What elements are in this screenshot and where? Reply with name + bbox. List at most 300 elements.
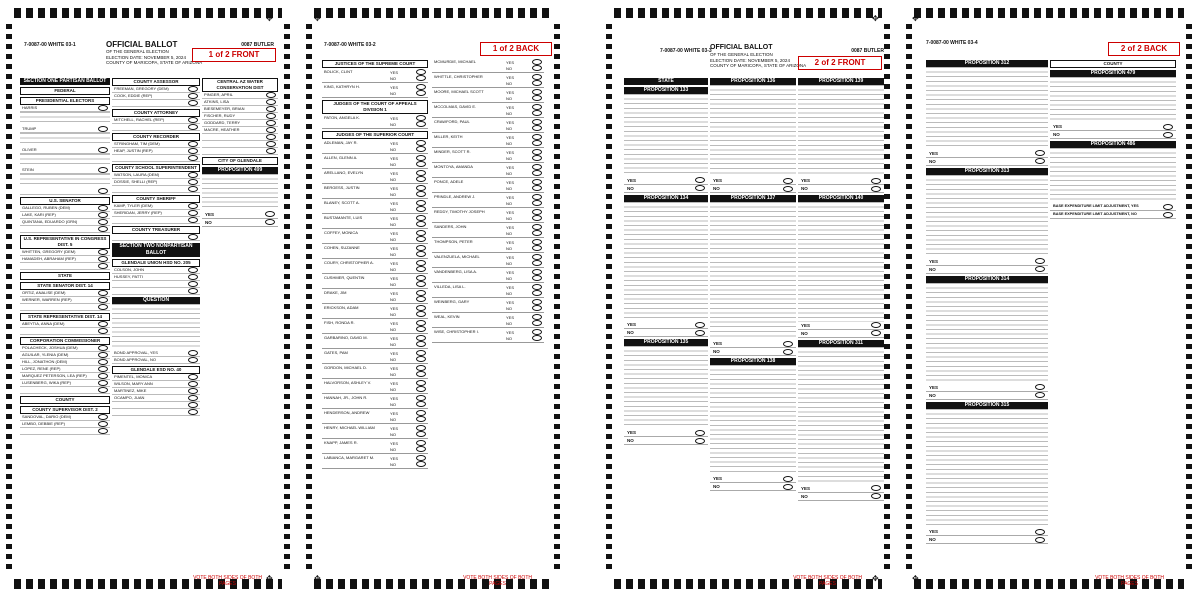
- choice-no[interactable]: [506, 155, 542, 161]
- vote-oval[interactable]: [416, 461, 426, 467]
- choice-label: YES: [390, 440, 399, 446]
- vote-oval[interactable]: [871, 330, 881, 336]
- vote-oval[interactable]: [188, 288, 198, 294]
- vote-oval[interactable]: [98, 126, 108, 132]
- choice-no[interactable]: [390, 416, 426, 422]
- vote-oval[interactable]: [416, 90, 426, 96]
- vote-oval[interactable]: [188, 350, 198, 356]
- vote-oval[interactable]: [416, 431, 426, 437]
- candidate-row[interactable]: [202, 120, 278, 127]
- choice-no[interactable]: [390, 161, 426, 167]
- vote-oval[interactable]: [1035, 537, 1045, 543]
- vote-oval[interactable]: [783, 178, 793, 184]
- vote-oval[interactable]: [416, 326, 426, 332]
- write-in-row[interactable]: [20, 226, 110, 233]
- vote-oval[interactable]: [98, 345, 108, 351]
- write-in-row[interactable]: [20, 304, 110, 311]
- candidate-row[interactable]: [20, 352, 110, 359]
- vote-oval[interactable]: [266, 92, 276, 98]
- choice-no[interactable]: [926, 158, 1048, 166]
- vote-oval[interactable]: [188, 203, 198, 209]
- choice-no[interactable]: [390, 401, 426, 407]
- candidate-row[interactable]: [20, 297, 110, 304]
- vote-oval[interactable]: [783, 476, 793, 482]
- vote-oval[interactable]: [783, 341, 793, 347]
- vote-oval[interactable]: [416, 266, 426, 272]
- vote-oval[interactable]: [532, 185, 542, 191]
- vote-oval[interactable]: [98, 263, 108, 269]
- choice-no[interactable]: [390, 446, 426, 452]
- choice-label: YES: [506, 179, 515, 185]
- vote-oval[interactable]: [188, 374, 198, 380]
- candidate-row[interactable]: [112, 395, 200, 402]
- choice-no[interactable]: [390, 326, 426, 332]
- choice-no[interactable]: [390, 75, 426, 81]
- vote-oval[interactable]: [98, 147, 108, 153]
- choice-no[interactable]: [390, 206, 426, 212]
- write-in-row[interactable]: [112, 409, 200, 416]
- vote-oval[interactable]: [98, 428, 108, 434]
- vote-oval[interactable]: [98, 380, 108, 386]
- choice-no[interactable]: [390, 176, 426, 182]
- choice-no[interactable]: [506, 245, 542, 251]
- measure-text: [624, 94, 708, 177]
- choice-no[interactable]: [390, 356, 426, 362]
- vote-oval[interactable]: [532, 110, 542, 116]
- candidate-row[interactable]: [20, 167, 110, 174]
- candidate-row[interactable]: [20, 126, 110, 133]
- vote-oval[interactable]: [98, 212, 108, 218]
- vote-oval[interactable]: [416, 386, 426, 392]
- vote-oval[interactable]: [188, 141, 198, 147]
- vote-oval[interactable]: [188, 210, 198, 216]
- choice-yes[interactable]: [624, 321, 708, 329]
- choice-yes[interactable]: [624, 429, 708, 437]
- candidate-row[interactable]: [20, 256, 110, 263]
- vote-oval[interactable]: [188, 93, 198, 99]
- choice-no[interactable]: [926, 536, 1048, 544]
- write-in-row[interactable]: [112, 124, 200, 131]
- candidate-row[interactable]: [20, 345, 110, 352]
- choice-yes[interactable]: [624, 177, 708, 185]
- choice-label: NO: [390, 191, 396, 197]
- candidate-row[interactable]: [112, 350, 200, 357]
- write-in-row[interactable]: [202, 134, 278, 141]
- choice-no[interactable]: [506, 170, 542, 176]
- candidate-row[interactable]: [112, 86, 200, 93]
- vote-oval[interactable]: [532, 65, 542, 71]
- vote-oval[interactable]: [188, 274, 198, 280]
- choice-yes[interactable]: [710, 177, 796, 185]
- candidate-row[interactable]: [20, 421, 110, 428]
- vote-oval[interactable]: [416, 311, 426, 317]
- timing-marks-top: [914, 8, 1184, 18]
- vote-oval[interactable]: [532, 140, 542, 146]
- choice-yes[interactable]: [710, 475, 796, 483]
- vote-oval[interactable]: [98, 105, 108, 111]
- vote-oval[interactable]: [532, 290, 542, 296]
- candidate-name: HEAP, JUSTIN (REP): [114, 148, 153, 153]
- vote-oval[interactable]: [416, 146, 426, 152]
- vote-oval[interactable]: [1035, 258, 1045, 264]
- vote-oval[interactable]: [532, 95, 542, 101]
- vote-oval[interactable]: [416, 176, 426, 182]
- vote-oval[interactable]: [1035, 266, 1045, 272]
- vote-oval[interactable]: [266, 141, 276, 147]
- retention-question: [322, 184, 428, 199]
- candidate-row[interactable]: [20, 414, 110, 421]
- write-in-row[interactable]: [112, 217, 200, 224]
- vote-oval[interactable]: [98, 290, 108, 296]
- candidate-row[interactable]: [112, 388, 200, 395]
- vote-oval[interactable]: [265, 219, 275, 225]
- vote-oval[interactable]: [188, 281, 198, 287]
- candidate-row[interactable]: [20, 373, 110, 380]
- vote-oval[interactable]: [266, 134, 276, 140]
- write-in-row[interactable]: [112, 155, 200, 162]
- write-in-row[interactable]: [112, 402, 200, 409]
- candidate-name: ATKINS, LISA: [204, 99, 230, 104]
- vote-oval[interactable]: [98, 321, 108, 327]
- vote-oval[interactable]: [532, 80, 542, 86]
- choice-no[interactable]: [390, 121, 426, 127]
- vote-oval[interactable]: [783, 186, 793, 192]
- candidate-row[interactable]: [20, 359, 110, 366]
- vote-oval[interactable]: [532, 125, 542, 131]
- choice-no[interactable]: [506, 80, 542, 86]
- choice-no[interactable]: [506, 110, 542, 116]
- vote-oval[interactable]: [188, 155, 198, 161]
- choice-no[interactable]: [1050, 131, 1176, 139]
- write-in-row[interactable]: [112, 281, 200, 288]
- write-in-row[interactable]: [20, 188, 110, 195]
- retention-question: [322, 364, 428, 379]
- vote-oval[interactable]: [188, 186, 198, 192]
- candidate-row[interactable]: [20, 219, 110, 226]
- vote-oval[interactable]: [783, 349, 793, 355]
- choice-no[interactable]: [390, 90, 426, 96]
- candidate-row[interactable]: [202, 113, 278, 120]
- vote-oval[interactable]: [416, 446, 426, 452]
- vote-oval[interactable]: [98, 352, 108, 358]
- candidate-row[interactable]: [20, 366, 110, 373]
- vote-oval[interactable]: [1163, 124, 1173, 130]
- choice-no[interactable]: [390, 341, 426, 347]
- candidate-row[interactable]: [20, 147, 110, 154]
- choice-label: YES: [506, 299, 515, 305]
- vote-oval[interactable]: [416, 121, 426, 127]
- vote-oval[interactable]: [1163, 132, 1173, 138]
- vote-oval[interactable]: [98, 249, 108, 255]
- vote-oval[interactable]: [1035, 392, 1045, 398]
- candidate-row[interactable]: [202, 99, 278, 106]
- vote-oval[interactable]: [695, 430, 705, 436]
- candidate-row[interactable]: [202, 106, 278, 113]
- vote-oval[interactable]: [98, 387, 108, 393]
- vote-oval[interactable]: [695, 185, 705, 191]
- choice-yes[interactable]: [926, 150, 1048, 158]
- write-in-row[interactable]: [202, 148, 278, 155]
- candidate-row[interactable]: [20, 249, 110, 256]
- vote-oval[interactable]: [871, 322, 881, 328]
- choice-yes[interactable]: [710, 340, 796, 348]
- choice-no[interactable]: [506, 275, 542, 281]
- choice-no[interactable]: [506, 140, 542, 146]
- vote-oval[interactable]: [98, 226, 108, 232]
- vote-oval[interactable]: [98, 167, 108, 173]
- vote-oval[interactable]: [98, 304, 108, 310]
- choice-no[interactable]: [624, 437, 708, 445]
- vote-oval[interactable]: [416, 191, 426, 197]
- vote-oval[interactable]: [98, 205, 108, 211]
- ballot-title: OFFICIAL BALLOT: [710, 44, 773, 51]
- candidate-row[interactable]: [112, 381, 200, 388]
- choice-no[interactable]: [624, 185, 708, 193]
- vote-oval[interactable]: [416, 371, 426, 377]
- write-in-row[interactable]: [20, 328, 110, 335]
- vote-oval[interactable]: [532, 200, 542, 206]
- office-group: COUNTY: [1050, 60, 1176, 68]
- candidate-row[interactable]: [202, 127, 278, 134]
- choice-yes[interactable]: [798, 322, 884, 330]
- vote-oval[interactable]: [98, 359, 108, 365]
- vote-oval[interactable]: [188, 402, 198, 408]
- write-in-row[interactable]: [202, 141, 278, 148]
- choice-no[interactable]: [506, 200, 542, 206]
- write-in-row[interactable]: [112, 288, 200, 295]
- choice-no[interactable]: [390, 296, 426, 302]
- candidate-row[interactable]: [112, 274, 200, 281]
- choice-no[interactable]: [506, 230, 542, 236]
- candidate-row[interactable]: [112, 172, 200, 179]
- candidate-row[interactable]: [20, 321, 110, 328]
- vote-oval[interactable]: [98, 188, 108, 194]
- candidate-row[interactable]: [112, 117, 200, 124]
- vote-oval[interactable]: [416, 221, 426, 227]
- vote-oval[interactable]: [188, 172, 198, 178]
- write-in-row[interactable]: [112, 186, 200, 193]
- choice-no[interactable]: [390, 191, 426, 197]
- vote-oval[interactable]: [98, 297, 108, 303]
- choice-no[interactable]: [390, 266, 426, 272]
- candidate-row[interactable]: [20, 212, 110, 219]
- choice-no[interactable]: [506, 290, 542, 296]
- choice-no[interactable]: [926, 266, 1048, 274]
- vote-oval[interactable]: [1035, 150, 1045, 156]
- choice-no[interactable]: [798, 185, 884, 193]
- vote-oval[interactable]: [532, 335, 542, 341]
- choice-no[interactable]: [390, 251, 426, 257]
- candidate-row[interactable]: [20, 105, 110, 112]
- vote-oval[interactable]: [266, 106, 276, 112]
- candidate-row[interactable]: [112, 203, 200, 210]
- yes-no: [390, 320, 426, 332]
- vote-oval[interactable]: [532, 155, 542, 161]
- vote-oval[interactable]: [188, 388, 198, 394]
- choice-no[interactable]: [506, 185, 542, 191]
- vote-oval[interactable]: [188, 234, 198, 240]
- vote-oval[interactable]: [98, 256, 108, 262]
- vote-oval[interactable]: [695, 177, 705, 183]
- vote-oval[interactable]: [188, 100, 198, 106]
- choice-no[interactable]: [390, 461, 426, 467]
- vote-oval[interactable]: [416, 236, 426, 242]
- vote-oval[interactable]: [1035, 158, 1045, 164]
- vote-oval[interactable]: [188, 86, 198, 92]
- choice-yes[interactable]: [1050, 123, 1176, 131]
- candidate-row[interactable]: [112, 374, 200, 381]
- vote-oval[interactable]: [532, 260, 542, 266]
- vote-oval[interactable]: [871, 485, 881, 491]
- choice-label: NO: [627, 185, 634, 191]
- write-in-row[interactable]: [112, 100, 200, 107]
- choice-no[interactable]: [390, 311, 426, 317]
- vote-oval[interactable]: [532, 305, 542, 311]
- vote-oval[interactable]: [188, 409, 198, 415]
- vote-both-sides-note: VOTE BOTH SIDES OF BOTH PAGES: [793, 575, 862, 587]
- vote-oval[interactable]: [416, 251, 426, 257]
- choice-yes[interactable]: [798, 177, 884, 185]
- choice-row[interactable]: [1050, 203, 1176, 211]
- choice-no[interactable]: [390, 221, 426, 227]
- vote-oval[interactable]: [416, 75, 426, 81]
- vote-oval[interactable]: [188, 124, 198, 130]
- vote-oval[interactable]: [1035, 384, 1045, 390]
- vote-oval[interactable]: [188, 179, 198, 185]
- choice-no[interactable]: [390, 236, 426, 242]
- vote-oval[interactable]: [1163, 204, 1173, 210]
- vote-oval[interactable]: [266, 120, 276, 126]
- vote-oval[interactable]: [695, 330, 705, 336]
- choice-no[interactable]: [624, 329, 708, 337]
- vote-oval[interactable]: [532, 215, 542, 221]
- choice-yes[interactable]: [926, 258, 1048, 266]
- vote-oval[interactable]: [188, 395, 198, 401]
- vote-oval[interactable]: [416, 356, 426, 362]
- choice-yes[interactable]: [926, 384, 1048, 392]
- vote-oval[interactable]: [188, 381, 198, 387]
- choice-label: NO: [205, 219, 212, 225]
- vote-oval[interactable]: [266, 148, 276, 154]
- choice-no[interactable]: [390, 146, 426, 152]
- write-in-row[interactable]: [20, 428, 110, 435]
- choice-row[interactable]: [1050, 211, 1176, 219]
- vote-oval[interactable]: [532, 320, 542, 326]
- choice-no[interactable]: [390, 386, 426, 392]
- choice-label: YES: [506, 134, 515, 140]
- vote-oval[interactable]: [98, 373, 108, 379]
- candidate-row[interactable]: [20, 205, 110, 212]
- vote-oval[interactable]: [266, 127, 276, 133]
- choice-yes[interactable]: [926, 528, 1048, 536]
- vote-oval[interactable]: [1163, 212, 1173, 218]
- choice-no[interactable]: [710, 348, 796, 356]
- vote-oval[interactable]: [871, 178, 881, 184]
- choice-no[interactable]: [506, 95, 542, 101]
- write-in-row[interactable]: [20, 387, 110, 394]
- candidate-row[interactable]: [20, 380, 110, 387]
- vote-oval[interactable]: [416, 296, 426, 302]
- timing-marks-right: [1186, 24, 1192, 573]
- vote-oval[interactable]: [416, 161, 426, 167]
- choice-no[interactable]: [710, 185, 796, 193]
- choice-no[interactable]: [390, 431, 426, 437]
- vote-oval[interactable]: [416, 206, 426, 212]
- choice-no[interactable]: [798, 330, 884, 338]
- vote-oval[interactable]: [188, 148, 198, 154]
- candidate-name: COOK, EDDIE (REP): [114, 93, 153, 98]
- vote-oval[interactable]: [1035, 529, 1045, 535]
- candidate-row[interactable]: [202, 92, 278, 99]
- vote-oval[interactable]: [532, 275, 542, 281]
- choice-no[interactable]: [506, 125, 542, 131]
- candidate-row[interactable]: [112, 179, 200, 186]
- vote-oval[interactable]: [98, 219, 108, 225]
- vote-oval[interactable]: [532, 230, 542, 236]
- choice-yes[interactable]: [798, 485, 884, 493]
- choice-no[interactable]: [390, 281, 426, 287]
- vote-oval[interactable]: [871, 186, 881, 192]
- vote-oval[interactable]: [695, 322, 705, 328]
- vote-oval[interactable]: [783, 484, 793, 490]
- vote-oval[interactable]: [532, 170, 542, 176]
- vote-oval[interactable]: [265, 211, 275, 217]
- candidate-row[interactable]: [112, 267, 200, 274]
- vote-oval[interactable]: [416, 401, 426, 407]
- yes-no: [506, 134, 542, 146]
- vote-oval[interactable]: [416, 281, 426, 287]
- vote-oval[interactable]: [871, 493, 881, 499]
- choice-no[interactable]: [506, 260, 542, 266]
- candidate-row[interactable]: [112, 210, 200, 217]
- vote-oval[interactable]: [416, 341, 426, 347]
- vote-oval[interactable]: [188, 217, 198, 223]
- vote-oval[interactable]: [98, 421, 108, 427]
- candidate-name: PIMENTEL, MONICA: [114, 374, 153, 379]
- vote-oval[interactable]: [188, 357, 198, 363]
- candidate-row[interactable]: [112, 93, 200, 100]
- candidate-row[interactable]: [112, 357, 200, 364]
- choice-no[interactable]: [506, 305, 542, 311]
- choice-no[interactable]: [506, 320, 542, 326]
- choice-yes[interactable]: [202, 211, 278, 219]
- vote-oval[interactable]: [98, 414, 108, 420]
- choice-no[interactable]: [798, 493, 884, 501]
- write-in-row[interactable]: [112, 234, 200, 241]
- vote-oval[interactable]: [266, 99, 276, 105]
- choice-no[interactable]: [506, 65, 542, 71]
- choice-label: NO: [390, 221, 396, 227]
- choice-no[interactable]: [926, 392, 1048, 400]
- choice-no[interactable]: [710, 483, 796, 491]
- vote-oval[interactable]: [98, 366, 108, 372]
- vote-oval[interactable]: [532, 245, 542, 251]
- choice-no[interactable]: [506, 335, 542, 341]
- vote-oval[interactable]: [416, 416, 426, 422]
- vote-oval[interactable]: [266, 113, 276, 119]
- candidate-row[interactable]: [112, 148, 200, 155]
- vote-oval[interactable]: [188, 267, 198, 273]
- vote-oval[interactable]: [695, 438, 705, 444]
- candidate-row[interactable]: [20, 290, 110, 297]
- choice-no[interactable]: [506, 215, 542, 221]
- choice-no[interactable]: [202, 219, 278, 227]
- vote-oval[interactable]: [188, 117, 198, 123]
- vote-oval[interactable]: [98, 328, 108, 334]
- choice-no[interactable]: [390, 371, 426, 377]
- candidate-row[interactable]: [112, 141, 200, 148]
- write-in-row[interactable]: [20, 263, 110, 270]
